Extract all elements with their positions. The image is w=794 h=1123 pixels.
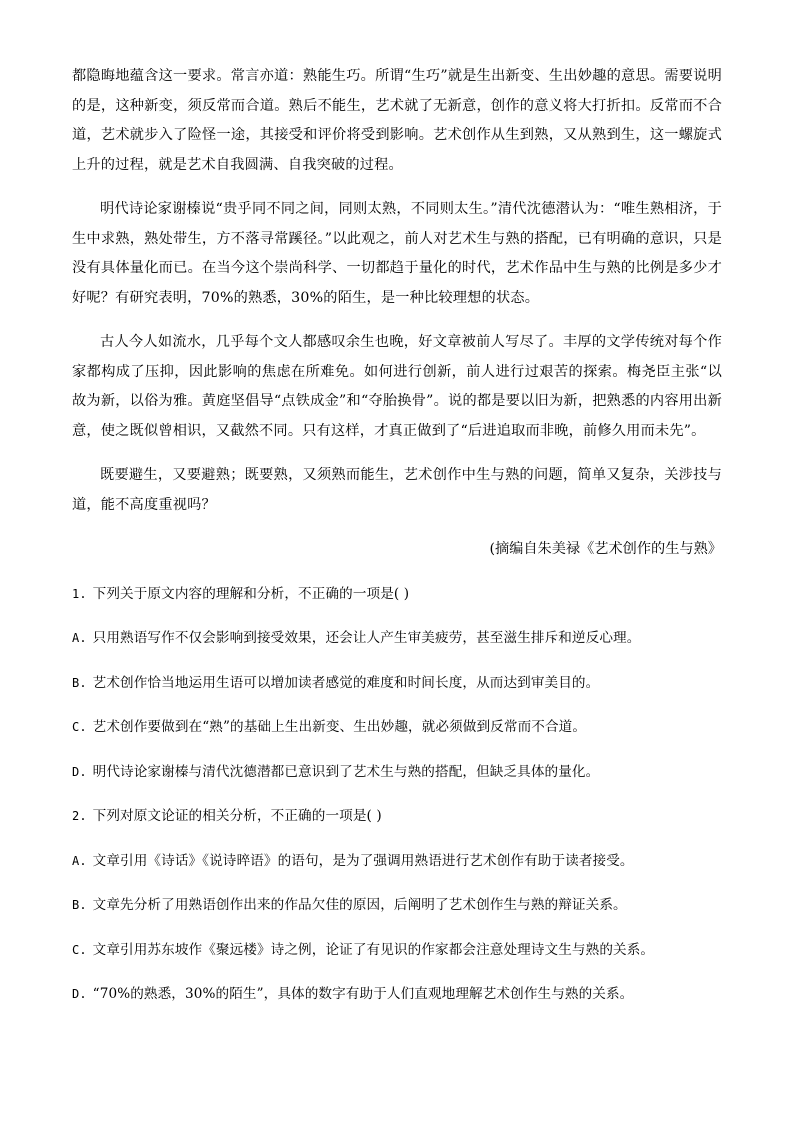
option-a bbox=[72, 624, 722, 654]
option-text: 艺术创作要做到在“熟”的基础上生出新变、生出妙趣，就必须做到反常而不合道。 bbox=[92, 719, 587, 735]
paragraph-3: 古人今人如流水，几乎每个文人都感叹余生也晚，好文章被前人写尽了。丰厚的文学传统对每个作家都构成了压抑，因此影响的焦虑在所难免。如何进行创新，前人进行过艰苦的探索。梅尧臣主张“以故为新，以俗为雅。黄庭坚倡导“点铁成金”和“夺胎换骨”。说的都是要以旧为新，把熟悉的内容用出新意，使之既似曾相识，又截然不同。只有这样，才真正做到了“后进追取而非晚，前修久用而未先”。 bbox=[72, 334, 722, 439]
paragraph-2: 明代诗论家谢榛说“贵乎同不同之间，同则太熟，不同则太生。”清代沈德潜认为：“唯生熟相济，于生中求熟，熟处带生，方不落寻常蹊径。”以此观之，前人对艺术生与熟的搭配，已有明确的意识，只是没有具体量化而已。在当今这个崇尚科学、一切都趋于量化的时代，艺术作品中生与熟的比例是多少才好呢？有研究表明，70%的熟悉，30%的陌生，是一种比较理想的状态。 bbox=[72, 201, 722, 306]
option-letter: D. bbox=[72, 764, 87, 779]
option-letter: D. bbox=[72, 987, 87, 1001]
paragraph-1: 都隐晦地蕴含这一要求。常言亦道：熟能生巧。所谓“生巧”就是生出新变、生出妙趣的意思。需要说明的是，这种新变，须反常而合道。熟后不能生，艺术就了无新意，创作的意义将大打折扣。反常而不合道，艺术就步入了险怪一途，其接受和评价将受到影响。艺术创作从生到熟，又从熟到生，这一螺旋式上升的过程，就是艺术自我圆满、自我突破的过程。 bbox=[72, 68, 722, 173]
option-text: 艺术创作恰当地运用生语可以增加读者感觉的难度和时间长度，从而达到审美目的。 bbox=[92, 674, 600, 691]
option-text: “70%的熟悉，30%的陌生”，具体的数字有助于人们直观地理解艺术创作生与熟的关系。 bbox=[92, 986, 634, 1002]
option-c bbox=[72, 713, 722, 743]
option-text: 文章引用苏东坡作《聚远楼》诗之例，论证了有见识的作家都会注意处理诗文生与熟的关系。 bbox=[92, 941, 655, 958]
option-c bbox=[72, 936, 722, 966]
paragraph-4: 既要避生，又要避熟；既要熟，又须熟而能生，艺术创作中生与熟的问题，简单又复杂，关涉技与道，能不高度重视吗？ bbox=[72, 467, 722, 513]
option-text: 文章先分析了用熟语创作出来的作品欠佳的原因，后阐明了艺术创作生与熟的辩证关系。 bbox=[92, 897, 627, 913]
question-text: 下列对原文论证的相关分析，不正确的一项是( ) bbox=[92, 808, 382, 824]
option-d bbox=[72, 758, 722, 788]
option-b bbox=[72, 891, 722, 921]
question-stem bbox=[72, 580, 722, 610]
option-letter: C. bbox=[72, 942, 87, 957]
document-page bbox=[72, 62, 722, 1025]
option-b bbox=[72, 669, 722, 699]
question-text: 下列关于原文内容的理解和分析，不正确的一项是( ) bbox=[92, 585, 410, 602]
question-2 bbox=[72, 802, 722, 1010]
option-a bbox=[72, 847, 722, 877]
question-number: 1. bbox=[72, 586, 87, 601]
option-text: 文章引用《诗话》《说诗晬语》的语句，是为了强调用熟语进行艺术创作有助于读者接受。 bbox=[92, 852, 634, 869]
option-d bbox=[72, 980, 722, 1010]
option-letter: B. bbox=[72, 898, 87, 912]
question-1 bbox=[72, 580, 722, 788]
option-letter: A. bbox=[72, 853, 87, 868]
question-stem bbox=[72, 802, 722, 832]
passage-source: (摘编自朱美禄《艺术创作的生与熟》 bbox=[489, 541, 722, 557]
question-number: 2. bbox=[72, 809, 87, 823]
option-letter: A. bbox=[72, 631, 87, 645]
option-letter: B. bbox=[72, 675, 87, 690]
option-text: 只用熟语写作不仅会影响到接受效果，还会让人产生审美疲劳，甚至滋生排斥和逆反心理。 bbox=[92, 630, 641, 646]
option-text: 明代诗论家谢榛与清代沈德潜都已意识到了艺术生与熟的搭配，但缺乏具体的量化。 bbox=[92, 763, 600, 780]
passage bbox=[72, 62, 722, 565]
option-letter: C. bbox=[72, 720, 87, 734]
